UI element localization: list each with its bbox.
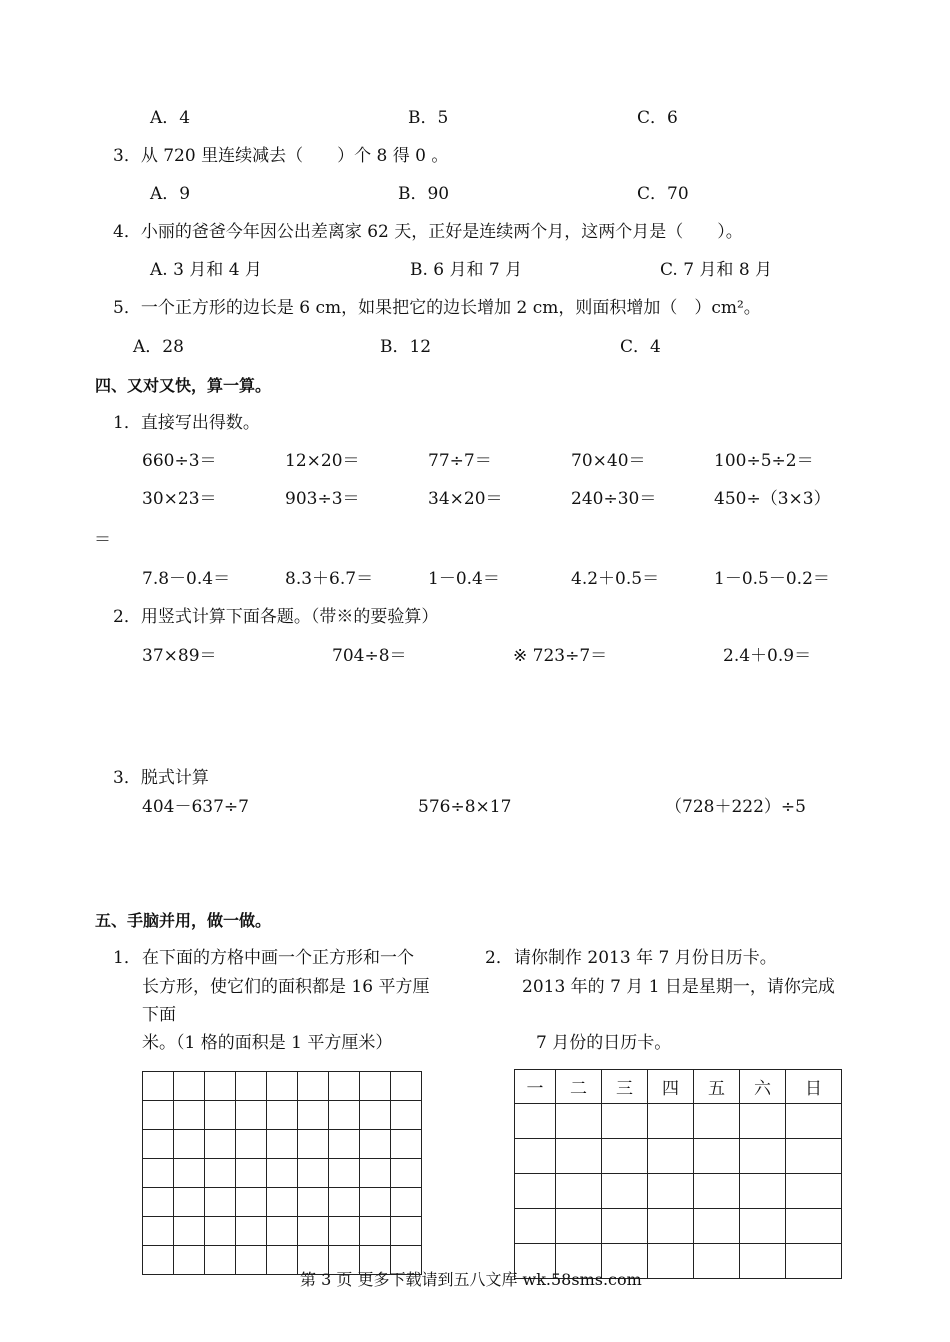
calendar-cell[interactable] — [786, 1139, 842, 1174]
grid-cell — [236, 1217, 267, 1246]
calendar-cell[interactable] — [740, 1139, 786, 1174]
q2-option-a: A．4 — [150, 108, 191, 128]
grid-cell — [205, 1159, 236, 1188]
grid-cell — [205, 1188, 236, 1217]
calc-item: 70×40＝ — [571, 451, 646, 471]
square-grid — [142, 1071, 422, 1275]
q2-option-c: C．6 — [637, 108, 678, 128]
grid-cell — [236, 1246, 267, 1275]
q2-option-b: B．5 — [408, 108, 449, 128]
q4-option-c: C. 7 月和 8 月 — [660, 260, 773, 280]
calendar-cell[interactable] — [602, 1209, 648, 1244]
grid-cell — [267, 1130, 298, 1159]
calendar-cell[interactable] — [515, 1174, 556, 1209]
q4-option-b: B. 6 月和 7 月 — [410, 260, 523, 280]
section4-title: 四、又对又快，算一算。 — [95, 376, 272, 395]
grid-cell — [267, 1101, 298, 1130]
vertical-calc-item: ※ 723÷7＝ — [513, 646, 608, 666]
grid-cell — [174, 1217, 205, 1246]
grid-cell — [298, 1188, 329, 1217]
grid-cell — [174, 1072, 205, 1101]
calc-item-wrap: ＝ — [94, 530, 111, 550]
grid-cell — [298, 1130, 329, 1159]
calendar-cell[interactable] — [556, 1209, 602, 1244]
calc-item: 903÷3＝ — [285, 489, 360, 509]
calc-item: 8.3＋6.7＝ — [285, 569, 374, 589]
grid-cell — [205, 1217, 236, 1246]
section5-p1-line: 米。（1 格的面积是 1 平方厘米） — [142, 1033, 393, 1053]
calendar-cell[interactable] — [740, 1244, 786, 1279]
grid-cell — [236, 1130, 267, 1159]
calendar-cell[interactable] — [515, 1104, 556, 1139]
calc-item: 30×23＝ — [142, 489, 217, 509]
calc-item: 12×20＝ — [285, 451, 360, 471]
grid-cell — [360, 1130, 391, 1159]
q3-option-c: C．70 — [637, 184, 689, 204]
section5-p1-line: 长方形，使它们的面积都是 16 平方厘 — [142, 977, 430, 997]
grid-cell — [298, 1159, 329, 1188]
calendar-cell[interactable] — [515, 1209, 556, 1244]
q5-option-a: A．28 — [133, 337, 184, 357]
grid-cell — [174, 1188, 205, 1217]
section5-p1-line: 在下面的方格中画一个正方形和一个 — [142, 948, 414, 968]
calendar-table — [514, 1069, 842, 1279]
grid-cell — [205, 1246, 236, 1275]
section4-p1-title: 1．直接写出得数。 — [113, 413, 260, 433]
grid-cell — [267, 1159, 298, 1188]
calendar-cell[interactable] — [694, 1104, 740, 1139]
page-footer: 第 3 页 更多下载请到五八文库 wk.58sms.com — [300, 1270, 642, 1289]
grid-cell — [391, 1101, 422, 1130]
grid-cell — [267, 1188, 298, 1217]
grid-cell — [360, 1188, 391, 1217]
step-calc-item: （728＋222）÷5 — [665, 797, 806, 817]
q3-option-a: A．9 — [150, 184, 191, 204]
grid-cell — [143, 1072, 174, 1101]
calendar-cell[interactable] — [648, 1139, 694, 1174]
grid-cell — [298, 1072, 329, 1101]
grid-cell — [391, 1188, 422, 1217]
grid-cell — [174, 1130, 205, 1159]
grid-cell — [391, 1130, 422, 1159]
calendar-cell[interactable] — [786, 1104, 842, 1139]
calendar-cell[interactable] — [648, 1209, 694, 1244]
section5-title: 五、手脑并用，做一做。 — [95, 911, 272, 930]
q5-option-b: B．12 — [380, 337, 432, 357]
section4-p2-title: 2．用竖式计算下面各题。（带※的要验算） — [113, 607, 439, 627]
calendar-cell[interactable] — [556, 1104, 602, 1139]
calendar-cell[interactable] — [694, 1209, 740, 1244]
grid-cell — [174, 1101, 205, 1130]
grid-cell — [236, 1159, 267, 1188]
grid-cell — [143, 1246, 174, 1275]
section5-p2-num: 2． — [485, 948, 513, 968]
grid-cell — [205, 1130, 236, 1159]
calendar-cell[interactable] — [515, 1139, 556, 1174]
weekday-header: 二 — [556, 1070, 602, 1104]
calendar-cell[interactable] — [786, 1209, 842, 1244]
section5-p2-line: 7 月份的日历卡。 — [536, 1033, 672, 1053]
grid-cell — [329, 1188, 360, 1217]
q4-option-a: A. 3 月和 4 月 — [150, 260, 262, 280]
step-calc-item: 576÷8×17 — [418, 797, 512, 817]
calc-item: 4.2＋0.5＝ — [571, 569, 660, 589]
q5-text: 5．一个正方形的边长是 6 cm，如果把它的边长增加 2 cm，则面积增加（ ）cm²。 — [113, 298, 761, 318]
grid-cell — [391, 1217, 422, 1246]
calendar-cell[interactable] — [694, 1174, 740, 1209]
grid-cell — [391, 1159, 422, 1188]
grid-cell — [236, 1188, 267, 1217]
calendar-cell[interactable] — [602, 1139, 648, 1174]
calendar-cell[interactable] — [556, 1174, 602, 1209]
grid-cell — [329, 1159, 360, 1188]
calc-item: 77÷7＝ — [428, 451, 492, 471]
grid-cell — [267, 1246, 298, 1275]
grid-cell — [329, 1130, 360, 1159]
grid-cell — [205, 1072, 236, 1101]
calendar-cell[interactable] — [602, 1104, 648, 1139]
grid-cell — [298, 1217, 329, 1246]
grid-cell — [329, 1217, 360, 1246]
calendar-cell[interactable] — [740, 1174, 786, 1209]
weekday-header: 四 — [648, 1070, 694, 1104]
grid-cell — [236, 1101, 267, 1130]
calendar-cell[interactable] — [694, 1139, 740, 1174]
grid-cell — [143, 1188, 174, 1217]
grid-cell — [329, 1072, 360, 1101]
section5-p2-line: 2013 年的 7 月 1 日是星期一，请你完成 — [522, 977, 835, 997]
calc-item: 1－0.5－0.2＝ — [714, 569, 830, 589]
grid-cell — [236, 1072, 267, 1101]
weekday-header: 三 — [602, 1070, 648, 1104]
grid-cell — [143, 1101, 174, 1130]
calendar-cell[interactable] — [740, 1209, 786, 1244]
grid-cell — [360, 1072, 391, 1101]
grid-cell — [329, 1101, 360, 1130]
section4-p3-title: 3．脱式计算 — [113, 768, 209, 788]
section5-p2-line: 请你制作 2013 年 7 月份日历卡。 — [514, 948, 777, 968]
step-calc-item: 404－637÷7 — [142, 797, 249, 817]
calc-item: 1－0.4＝ — [428, 569, 500, 589]
calendar-cell[interactable] — [786, 1174, 842, 1209]
calc-item: 7.8－0.4＝ — [142, 569, 231, 589]
weekday-header: 日 — [786, 1070, 842, 1104]
calendar-cell[interactable] — [602, 1174, 648, 1209]
grid-cell — [360, 1217, 391, 1246]
weekday-header: 六 — [740, 1070, 786, 1104]
calendar-cell[interactable] — [786, 1244, 842, 1279]
grid-cell — [143, 1130, 174, 1159]
q3-option-b: B．90 — [398, 184, 450, 204]
calendar-cell[interactable] — [648, 1104, 694, 1139]
q3-text: 3．从 720 里连续减去（ ）个 8 得 0 。 — [113, 146, 449, 166]
vertical-calc-item: 37×89＝ — [142, 646, 217, 666]
grid-cell — [360, 1159, 391, 1188]
grid-cell — [267, 1217, 298, 1246]
calc-item: 240÷30＝ — [571, 489, 657, 509]
calendar-cell[interactable] — [648, 1244, 694, 1279]
grid-cell — [205, 1101, 236, 1130]
calendar-cell[interactable] — [740, 1104, 786, 1139]
grid-cell — [174, 1246, 205, 1275]
grid-cell — [267, 1072, 298, 1101]
grid-cell — [298, 1101, 329, 1130]
calc-item: 34×20＝ — [428, 489, 503, 509]
grid-cell — [360, 1101, 391, 1130]
calendar-cell[interactable] — [648, 1174, 694, 1209]
section5-p1-num: 1． — [113, 948, 141, 968]
section5-p1-line: 下面 — [142, 1005, 176, 1025]
weekday-header: 五 — [694, 1070, 740, 1104]
grid-cell — [391, 1072, 422, 1101]
vertical-calc-item: 704÷8＝ — [332, 646, 407, 666]
weekday-header: 一 — [515, 1070, 556, 1104]
calc-item: 450÷（3×3） — [714, 489, 831, 509]
calendar-cell[interactable] — [694, 1244, 740, 1279]
vertical-calc-item: 2.4＋0.9＝ — [723, 646, 812, 666]
calendar-cell[interactable] — [556, 1139, 602, 1174]
grid-cell — [143, 1159, 174, 1188]
q4-text: 4．小丽的爸爸今年因公出差离家 62 天，正好是连续两个月，这两个月是（ ）。 — [113, 222, 743, 242]
grid-cell — [143, 1217, 174, 1246]
calc-item: 660÷3＝ — [142, 451, 217, 471]
q5-option-c: C．4 — [620, 337, 661, 357]
calc-item: 100÷5÷2＝ — [714, 451, 814, 471]
grid-cell — [174, 1159, 205, 1188]
